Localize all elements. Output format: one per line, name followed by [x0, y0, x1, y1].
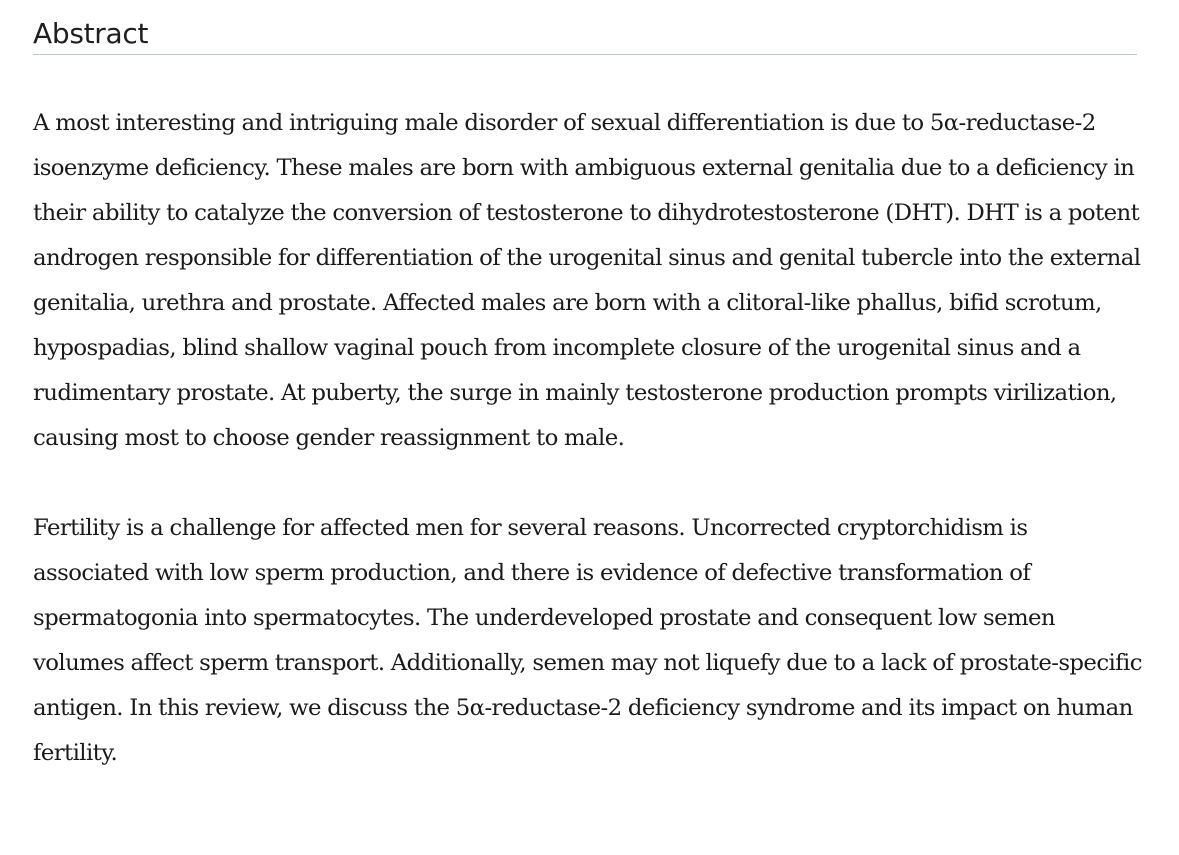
abstract-section	[33, 0, 1142, 776]
abstract-paragraph-1: A most interesting and intriguing male disorder of sexual differentiation is due to 5α-reductase-2 isoenzyme deficiency. These males are born with ambiguous external genitalia due to a deficiency in their ability to catalyze the conversion of testosterone to dihydrotestosterone (DHT). DHT is a potent androgen responsible for differentiation of the urogenital sinus and genital tubercle into the external genitalia, urethra and prostate. Affected males are born with a clitoral-like phallus, bifid scrotum, hypospadias, blind shallow vaginal pouch from incomplete closure of the urogenital sinus and a rudimentary prostate. At puberty, the surge in mainly testosterone production prompts virilization, causing most to choose gender reassignment to male.	[33, 110, 1141, 451]
abstract-heading: Abstract	[33, 17, 149, 50]
abstract-paragraph-2: Fertility is a challenge for affected men for several reasons. Uncorrected cryptorchidism is associated with low sperm production, and there is evidence of defective transformation of spermatogonia into spermatocytes. The underdeveloped prostate and consequent low semen volumes affect sperm transport. Additionally, semen may not liquefy due to a lack of prostate-specific antigen. In this review, we discuss the 5α-reductase-2 deficiency syndrome and its impact on human fertility.	[33, 515, 1142, 766]
abstract-body	[33, 55, 1143, 776]
